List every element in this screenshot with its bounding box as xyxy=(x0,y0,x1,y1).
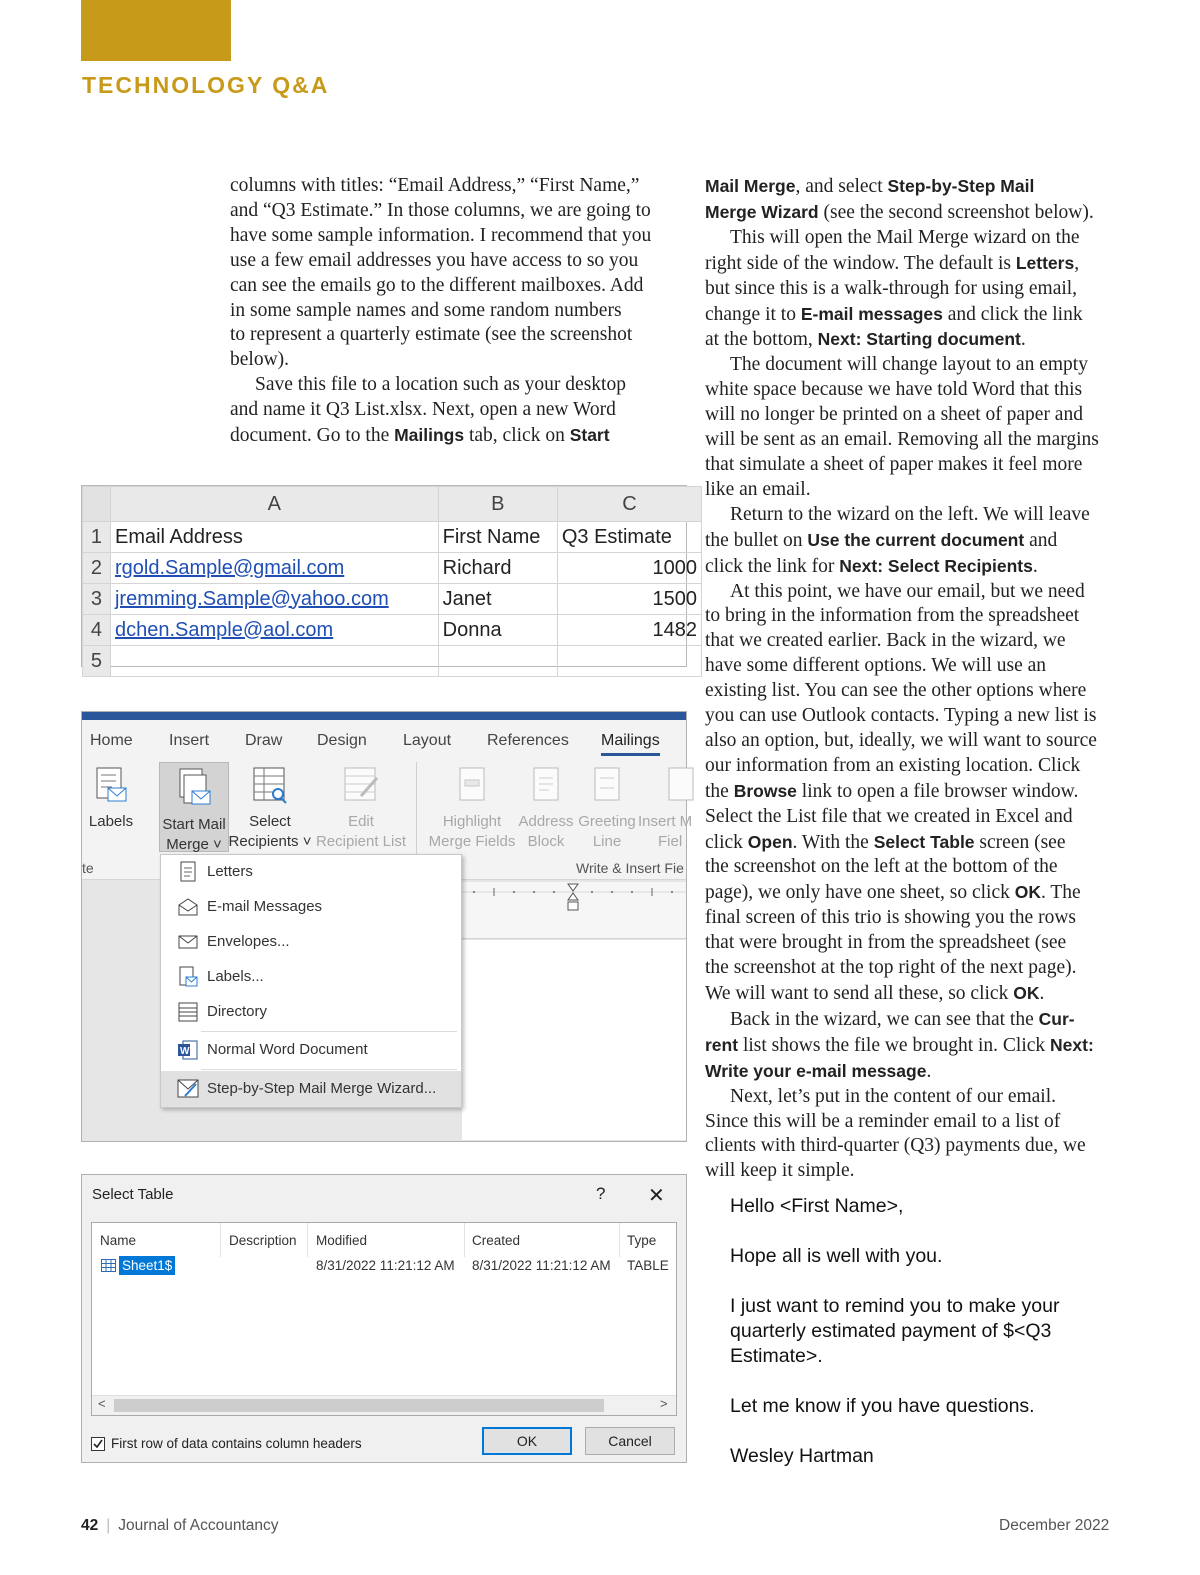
table-row xyxy=(83,553,702,584)
cell[interactable] xyxy=(110,584,438,615)
scroll-right-arrow[interactable]: > xyxy=(660,1396,668,1411)
button-label: Insert M xyxy=(638,813,693,830)
header-accent-bar xyxy=(81,0,231,61)
label-icon xyxy=(177,966,199,988)
directory-icon xyxy=(177,1001,199,1023)
cell-created: 8/31/2022 11:21:12 AM xyxy=(472,1258,611,1273)
menu-item-label: Letters xyxy=(207,863,253,880)
button-label: Merge ˅ xyxy=(166,836,222,853)
column-header-type[interactable]: Type xyxy=(627,1233,657,1248)
select-recipients-button[interactable] xyxy=(228,766,312,852)
button-label: Recipient List xyxy=(315,833,407,850)
text-line: Save this file to a location such as your desktop xyxy=(255,374,626,396)
spreadsheet-table xyxy=(82,486,702,677)
cell[interactable] xyxy=(557,646,701,677)
table-list[interactable] xyxy=(91,1222,677,1416)
bold-term: Write your e-mail message xyxy=(705,1060,927,1081)
cell-type: TABLE xyxy=(627,1258,669,1273)
checkmark-icon xyxy=(92,1438,104,1450)
bold-term: Step-by-Step Mail xyxy=(887,176,1035,196)
row-number[interactable]: 3 xyxy=(83,584,111,615)
select-recipients-icon xyxy=(250,766,290,806)
email-line: Hope all is well with you. xyxy=(730,1245,943,1267)
text-line: that were brought in from the spreadsheet (see xyxy=(705,932,1067,954)
group-label: te xyxy=(82,860,94,876)
text-line: The document will change layout to an empty xyxy=(730,354,1088,376)
cell[interactable]: Q3 Estimate xyxy=(557,522,701,553)
bold-term: Merge Wizard xyxy=(705,201,819,222)
menu-item-label: Step-by-Step Mail Merge Wizard... xyxy=(207,1080,437,1097)
column-header-description[interactable]: Description xyxy=(229,1233,297,1248)
text-run: , xyxy=(1074,252,1080,274)
column-header-name[interactable]: Name xyxy=(100,1233,137,1248)
scroll-left-arrow[interactable]: < xyxy=(98,1396,106,1411)
button-label: Greeting xyxy=(578,813,636,830)
button-label: Merge Fields xyxy=(428,833,516,850)
menu-item-envelopes[interactable] xyxy=(161,925,461,959)
cell[interactable] xyxy=(110,646,438,677)
tab-references[interactable]: References xyxy=(487,732,569,749)
tab-layout[interactable]: Layout xyxy=(403,732,452,749)
text-run: click xyxy=(705,831,748,853)
column-header-created[interactable]: Created xyxy=(472,1233,521,1248)
bold-term: Use the current document xyxy=(807,529,1025,550)
row-number[interactable]: 1 xyxy=(83,522,111,553)
text-line: have some different options. We will use an xyxy=(705,655,1047,677)
word-ribbon-screenshot xyxy=(81,711,693,1142)
email-link[interactable]: jremming.Sample@yahoo.com xyxy=(114,587,389,610)
cell[interactable] xyxy=(438,646,557,677)
email-link[interactable]: rgold.Sample@gmail.com xyxy=(114,556,345,579)
footer-left xyxy=(81,1517,279,1535)
paragraph xyxy=(705,503,1125,580)
sheet-name-selected[interactable]: Sheet1$ xyxy=(119,1256,175,1275)
section-label: TECHNOLOGY Q&A xyxy=(82,72,330,98)
paragraph xyxy=(230,174,670,373)
row-number[interactable]: 2 xyxy=(83,553,111,584)
button-label: Highlight xyxy=(442,813,502,830)
footer-separator: | xyxy=(106,1517,111,1534)
spreadsheet-screenshot xyxy=(81,485,697,672)
paragraph xyxy=(705,1007,1125,1085)
tab-mailings[interactable]: Mailings xyxy=(601,732,660,756)
bold-term: Select Table xyxy=(873,831,975,852)
text-line: but since this is a walk-through for using email, xyxy=(705,277,1078,299)
text-run: . With the xyxy=(792,831,874,853)
email-line: I just want to remind you to make your quarterly estimated payment of $<Q3 Estimate>. xyxy=(730,1295,1060,1367)
labels-button[interactable] xyxy=(88,766,134,832)
cell[interactable]: 1000 xyxy=(557,553,701,584)
menu-item-email-messages[interactable] xyxy=(161,890,461,924)
ruler[interactable] xyxy=(462,882,686,939)
right-column xyxy=(705,174,1125,1184)
text-line: to bring in the information from the spreadsheet xyxy=(705,605,1080,627)
paragraph xyxy=(705,226,1125,354)
cell[interactable]: 1500 xyxy=(557,584,701,615)
cancel-button[interactable]: Cancel xyxy=(585,1427,675,1455)
text-line: Next, let’s put in the content of our email. xyxy=(730,1085,1057,1107)
horizontal-scrollbar[interactable] xyxy=(92,1395,676,1415)
button-label: Block xyxy=(527,833,565,850)
column-divider xyxy=(307,1223,308,1257)
bold-term: Start xyxy=(569,425,610,446)
menu-item-label: E-mail Messages xyxy=(207,898,323,915)
text-line: columns with titles: “Email Address,” “First Name,” xyxy=(230,175,640,196)
edit-list-icon xyxy=(341,766,381,806)
paragraph xyxy=(230,373,670,449)
text-line: like an email. xyxy=(705,478,811,500)
insert-field-icon xyxy=(666,766,696,806)
email-icon xyxy=(177,896,199,918)
text-run: . xyxy=(1032,555,1038,577)
text-line: Since this will be a reminder email to a list of xyxy=(705,1110,1061,1132)
word-document-icon xyxy=(177,1039,199,1061)
bold-term: Cur- xyxy=(1038,1008,1075,1029)
table-row xyxy=(83,615,702,646)
button-label: Edit xyxy=(348,813,374,830)
cell[interactable] xyxy=(110,615,438,646)
greeting-line-icon xyxy=(592,766,622,806)
text-run: and xyxy=(1024,529,1058,551)
edit-recipient-list-button[interactable] xyxy=(314,766,408,852)
select-all-corner[interactable] xyxy=(83,487,111,522)
column-header[interactable]: B xyxy=(438,487,557,522)
text-run: the xyxy=(705,780,734,802)
labels-icon xyxy=(94,766,128,806)
text-line: can see the emails go to the different mailboxes. Add xyxy=(230,274,644,296)
row-number[interactable]: 4 xyxy=(83,615,111,646)
text-run: . xyxy=(1039,983,1045,1004)
bold-term: OK xyxy=(1013,983,1040,1003)
text-run: We will want to send all these, so click xyxy=(705,983,1014,1004)
email-link[interactable]: dchen.Sample@aol.com xyxy=(114,618,334,641)
text-run: and click the link xyxy=(942,303,1083,325)
bold-term: OK xyxy=(1014,882,1041,903)
column-divider xyxy=(220,1223,221,1257)
text-line: you can use Outlook contacts. Typing a new list is xyxy=(705,705,1097,727)
button-label: Address xyxy=(518,813,574,830)
letter-icon xyxy=(177,861,199,883)
button-label: Fiel xyxy=(658,833,683,850)
text-line: will be sent as an email. Removing all the margins xyxy=(705,429,1099,451)
text-line: existing list. You can see the other options where xyxy=(705,680,1087,702)
text-run: page), we only have one sheet, so click xyxy=(705,882,1015,904)
text-line: final screen of this trio is showing you the rows xyxy=(705,907,1076,929)
email-signature: Wesley Hartman xyxy=(730,1445,874,1467)
cell[interactable]: Janet xyxy=(438,584,557,615)
tab-draw[interactable]: Draw xyxy=(245,732,283,749)
start-mail-merge-button[interactable] xyxy=(159,762,229,852)
group-label-write-insert: Write & Insert Fie xyxy=(576,860,684,876)
text-line: white space because we have told Word that this xyxy=(705,379,1083,401)
column-divider xyxy=(619,1223,620,1257)
bold-term: rent xyxy=(705,1034,739,1055)
column-header[interactable]: C xyxy=(557,487,701,522)
dialog-title: Select Table xyxy=(92,1186,174,1203)
cell[interactable]: Richard xyxy=(438,553,557,584)
close-button[interactable]: ✕ xyxy=(648,1185,665,1207)
text-run: , and select xyxy=(795,176,888,197)
menu-separator xyxy=(201,1069,457,1070)
menu-item-normal-word-document[interactable] xyxy=(161,1033,461,1067)
table-icon xyxy=(101,1259,116,1272)
text-run: click the link for xyxy=(705,555,840,577)
button-label: Line xyxy=(592,833,622,850)
text-line: our information from an existing location. Click xyxy=(705,754,1081,776)
text-line: in some sample names and some random numbers xyxy=(230,299,622,321)
text-line: below). xyxy=(230,349,290,371)
highlight-merge-fields-button[interactable] xyxy=(428,766,516,852)
ruler-ticks xyxy=(462,882,686,916)
menu-item-label: Envelopes... xyxy=(207,933,290,950)
address-block-button[interactable] xyxy=(516,766,576,852)
text-line: use a few email addresses you have access to so you xyxy=(230,249,639,271)
menu-item-label: Normal Word Document xyxy=(207,1041,368,1058)
header-row-checkbox[interactable] xyxy=(91,1437,105,1451)
cell[interactable]: Donna xyxy=(438,615,557,646)
text-line: have some sample information. I recommend that you xyxy=(230,224,652,246)
text-run: tab, click on xyxy=(464,425,570,447)
tab-home[interactable]: Home xyxy=(90,732,133,749)
button-label: Start Mail xyxy=(162,816,226,833)
greeting-line-button[interactable] xyxy=(576,766,638,852)
text-line: to represent a quarterly estimate (see the screenshot xyxy=(230,324,633,346)
text-line: also an option, but, ideally, we will want to source xyxy=(705,729,1097,751)
cell-modified: 8/31/2022 11:21:12 AM xyxy=(316,1258,455,1273)
table-row xyxy=(83,522,702,553)
insert-merge-field-button[interactable] xyxy=(638,766,698,852)
scroll-thumb[interactable] xyxy=(114,1399,604,1412)
paragraph xyxy=(705,580,1125,1007)
cell[interactable] xyxy=(110,553,438,584)
text-run: . The xyxy=(1040,882,1081,904)
menu-separator xyxy=(201,1031,457,1032)
bold-term: Open xyxy=(747,831,793,852)
select-table-dialog xyxy=(81,1174,687,1463)
text-run: Back in the wizard, we can see that the xyxy=(730,1008,1039,1030)
tab-design[interactable]: Design xyxy=(317,732,367,749)
email-sample xyxy=(730,1194,1110,1494)
highlight-icon xyxy=(457,766,487,806)
email-line: Let me know if you have questions. xyxy=(730,1395,1035,1417)
row-number[interactable]: 5 xyxy=(83,646,111,677)
bold-term: Next: Starting document xyxy=(817,329,1021,350)
text-run: screen (see xyxy=(974,831,1066,853)
bold-term: E-mail messages xyxy=(800,303,943,324)
menu-item-letters[interactable] xyxy=(161,855,461,889)
text-run: at the bottom, xyxy=(705,329,818,351)
bold-term: Next: xyxy=(1050,1034,1094,1055)
column-header[interactable]: A xyxy=(110,487,438,522)
svg-text:W: W xyxy=(180,1046,190,1057)
text-line: and “Q3 Estimate.” In those columns, we are going to xyxy=(230,199,651,221)
publication-name: Journal of Accountancy xyxy=(118,1517,279,1534)
table-row xyxy=(83,584,702,615)
bold-term: Mailings xyxy=(394,425,465,446)
column-divider xyxy=(464,1223,465,1257)
text-run: (see the second screenshot below). xyxy=(818,201,1094,223)
text-line: will no longer be printed on a sheet of paper and xyxy=(705,404,1083,426)
tab-insert[interactable]: Insert xyxy=(169,732,210,749)
paragraph xyxy=(705,1085,1125,1185)
text-line: the screenshot at the top right of the next page). xyxy=(705,957,1077,979)
text-run: . xyxy=(1020,329,1026,351)
start-mail-merge-dropdown xyxy=(160,854,462,1108)
title-bar-strip xyxy=(82,712,686,720)
paragraph xyxy=(705,174,1125,226)
issue-date: December 2022 xyxy=(999,1517,1110,1534)
text-run: document. Go to the xyxy=(230,425,395,447)
text-line: will keep it simple. xyxy=(705,1160,855,1182)
text-run: the bullet on xyxy=(705,529,808,551)
column-header-row xyxy=(83,487,702,522)
text-run: . xyxy=(926,1060,932,1082)
address-block-icon xyxy=(531,766,561,806)
wizard-icon xyxy=(177,1078,199,1100)
button-label: Labels xyxy=(88,813,134,830)
text-line: Select the List file that we created in Excel and xyxy=(705,805,1073,827)
email-greeting: Hello <First Name>, xyxy=(730,1195,904,1217)
button-label: Recipients ˅ xyxy=(228,833,312,850)
text-line: clients with third-quarter (Q3) payments due, we xyxy=(705,1135,1086,1157)
ok-button[interactable]: OK xyxy=(482,1427,572,1455)
text-line: At this point, we have our email, but we need xyxy=(730,580,1085,602)
cell[interactable]: 1482 xyxy=(557,615,701,646)
text-run: right side of the window. The default is xyxy=(705,252,1016,274)
menu-item-step-by-step-wizard[interactable] xyxy=(161,1071,461,1107)
cell[interactable]: Email Address xyxy=(110,522,438,553)
bold-term: Next: Select Recipients xyxy=(839,555,1033,576)
left-column xyxy=(230,174,670,449)
text-line: that we created earlier. Back in the wizard, we xyxy=(705,630,1066,652)
menu-item-label: Labels... xyxy=(207,968,264,985)
checkbox-label: First row of data contains column headers xyxy=(111,1436,362,1451)
document-area[interactable] xyxy=(462,940,686,1140)
start-mail-merge-icon xyxy=(174,767,214,809)
paragraph xyxy=(705,353,1125,502)
bold-term: Browse xyxy=(733,780,797,801)
text-run: change it to xyxy=(705,303,801,325)
bold-term: Letters xyxy=(1015,252,1075,273)
menu-item-label: Directory xyxy=(207,1003,268,1020)
envelope-icon xyxy=(177,931,199,953)
bold-term: Mail Merge xyxy=(705,176,796,196)
text-line: Return to the wizard on the left. We will leave xyxy=(730,503,1090,525)
cell[interactable]: First Name xyxy=(438,522,557,553)
text-line: that simulate a sheet of paper makes it feel more xyxy=(705,453,1083,475)
page-number: 42 xyxy=(81,1517,99,1534)
text-run: link to open a file browser window. xyxy=(796,780,1079,802)
text-line: the screenshot on the left at the bottom of the xyxy=(705,856,1058,878)
button-label: Select xyxy=(249,813,291,830)
text-line: This will open the Mail Merge wizard on the xyxy=(730,226,1080,248)
menu-item-directory[interactable] xyxy=(161,995,461,1029)
table-row xyxy=(83,646,702,677)
column-header-modified[interactable]: Modified xyxy=(316,1233,368,1248)
menu-item-labels[interactable] xyxy=(161,960,461,994)
help-button[interactable]: ? xyxy=(596,1184,606,1203)
text-line: and name it Q3 List.xlsx. Next, open a new Word xyxy=(230,399,616,421)
text-run: list shows the file we brought in. Click xyxy=(738,1034,1051,1056)
